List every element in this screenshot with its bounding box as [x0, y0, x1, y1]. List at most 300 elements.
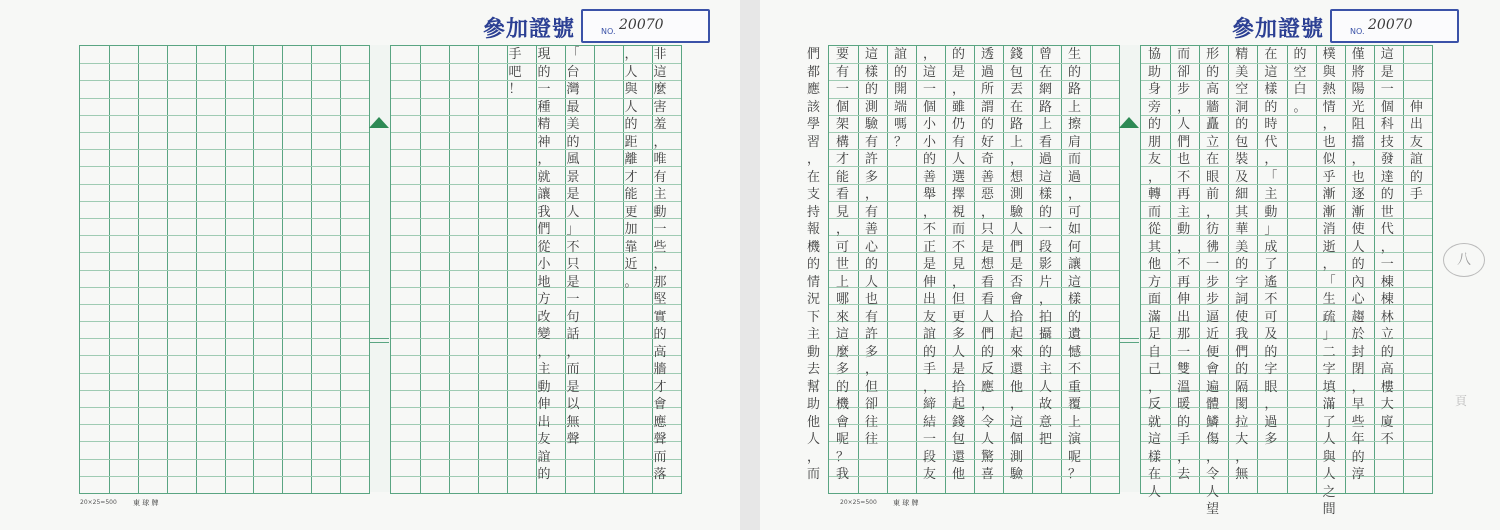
essay-character: 的	[1235, 117, 1249, 132]
essay-character: 的	[1177, 414, 1191, 430]
essay-column	[833, 46, 853, 484]
essay-character: 錢	[1009, 47, 1023, 62]
essay-character: 人	[1322, 467, 1336, 482]
essay-character: 不	[1067, 362, 1081, 377]
essay-character: 的	[864, 257, 878, 272]
essay-character: 傷	[1206, 432, 1220, 447]
essay-character: 不	[1264, 292, 1278, 307]
essay-character: 驚	[980, 449, 994, 465]
essay-character: 最	[566, 99, 580, 115]
essay-character: 人	[1177, 117, 1191, 132]
essay-character: ，	[653, 257, 667, 272]
grid-row-line	[80, 201, 369, 202]
center-marker-icon	[369, 117, 389, 128]
essay-character: 上	[1067, 414, 1081, 430]
essay-character: 淳	[1351, 467, 1365, 482]
essay-character: 動	[653, 204, 667, 220]
essay-character: 這	[1009, 414, 1023, 430]
essay-character: 樸	[1322, 47, 1336, 62]
essay-character: 這	[922, 64, 936, 80]
essay-character: 謂	[980, 99, 994, 115]
essay-character: 改	[537, 309, 551, 325]
essay-character: 舉	[922, 187, 936, 202]
essay-character: 往	[864, 432, 878, 447]
essay-column	[949, 46, 969, 484]
essay-character: 驗	[1009, 467, 1023, 482]
essay-character: 景	[566, 169, 580, 185]
essay-character: 自	[1147, 344, 1161, 360]
essay-character: 應	[653, 414, 667, 430]
essay-character: 友	[922, 467, 936, 482]
essay-character: 身	[1147, 82, 1161, 97]
essay-character: 見	[951, 257, 965, 272]
essay-character: 驗	[864, 117, 878, 132]
essay-character: 這	[653, 64, 667, 80]
essay-character: 在	[1264, 47, 1278, 62]
essay-character: 消	[1322, 222, 1336, 237]
essay-character: 更	[951, 309, 965, 325]
essay-character: 多	[1264, 432, 1278, 447]
grid-row-line	[80, 218, 369, 219]
essay-character: 多	[864, 169, 878, 185]
essay-character: 一	[835, 82, 849, 97]
essay-character: 個	[1009, 432, 1023, 447]
essay-character: 滿	[1322, 397, 1336, 412]
essay-character: 憾	[1067, 344, 1081, 360]
essay-character: 友	[537, 432, 551, 447]
essay-character: 一	[1206, 257, 1220, 272]
essay-character: 心	[864, 239, 878, 255]
center-rule	[1119, 338, 1139, 339]
essay-character: 遙	[1264, 274, 1278, 290]
essay-column	[1007, 46, 1027, 484]
essay-character: 片	[1038, 274, 1052, 290]
essay-character: ，	[922, 47, 936, 62]
essay-column	[1377, 46, 1397, 449]
essay-character: 把	[1038, 432, 1052, 447]
essay-character: 助	[806, 397, 820, 412]
essay-character: 我	[537, 204, 551, 220]
essay-character: ，	[537, 152, 551, 167]
essay-character: 看	[1038, 134, 1052, 150]
essay-character: 乎	[1322, 169, 1336, 185]
essay-character: 應	[806, 82, 820, 97]
essay-character: 望	[1206, 502, 1220, 517]
essay-character: 堅	[653, 292, 667, 307]
grid-row-line	[80, 235, 369, 236]
essay-character: 以	[566, 397, 580, 412]
essay-character: 況	[806, 292, 820, 307]
essay-character: 機	[806, 239, 820, 255]
essay-character: 字	[1264, 362, 1278, 377]
essay-character: 的	[1235, 257, 1249, 272]
essay-character: 這	[1264, 64, 1278, 80]
essay-character: 牆	[653, 362, 667, 377]
essay-character: 唯	[653, 152, 667, 167]
essay-character: 持	[806, 204, 820, 220]
essay-character: 阻	[1351, 117, 1365, 132]
essay-character: 多	[951, 327, 965, 342]
essay-character: 人	[806, 432, 820, 447]
essay-character: ，	[1206, 449, 1220, 465]
essay-character: 何	[1067, 239, 1081, 255]
essay-character: 代	[1264, 134, 1278, 150]
essay-character: ，	[653, 134, 667, 150]
essay-character: 些	[1351, 414, 1365, 430]
essay-character: 們	[1009, 239, 1023, 255]
essay-character: 麼	[653, 82, 667, 97]
essay-character: 「	[1264, 169, 1278, 185]
essay-character: 是	[922, 257, 936, 272]
essay-character: ，	[951, 274, 965, 290]
essay-character: 締	[922, 397, 936, 412]
essay-character: 步	[1206, 274, 1220, 290]
essay-character: 的	[624, 117, 638, 132]
essay-character: 的	[1380, 187, 1394, 202]
grid-row-line	[80, 166, 369, 167]
essay-character: 樣	[1147, 449, 1161, 465]
essay-character: ，	[566, 344, 580, 360]
essay-character: 詞	[1235, 292, 1249, 307]
essay-character: 重	[1067, 379, 1081, 395]
essay-character: 疏	[1322, 309, 1336, 325]
essay-character: 實	[653, 309, 667, 325]
essay-character: 反	[1147, 397, 1161, 412]
essay-character: 的	[864, 82, 878, 97]
essay-character: 惡	[980, 187, 994, 202]
essay-character: 過	[1264, 414, 1278, 430]
essay-character: 友	[1147, 152, 1161, 167]
grid-row-line	[80, 98, 369, 99]
essay-character: 令	[1206, 467, 1220, 482]
essay-character: 否	[1009, 274, 1023, 290]
essay-character: 是	[980, 239, 994, 255]
essay-character: 人	[1038, 379, 1052, 395]
essay-character: 達	[1380, 169, 1394, 185]
grid-row-line	[80, 407, 369, 408]
essay-character: 樣	[1067, 292, 1081, 307]
essay-character: 是	[1009, 257, 1023, 272]
entry-number-box	[581, 9, 710, 43]
essay-character: ，	[806, 449, 820, 465]
grid-row-line	[80, 304, 369, 305]
essay-character: 的	[1293, 47, 1307, 62]
essay-character: 空	[1293, 64, 1307, 80]
essay-character: 一	[922, 82, 936, 97]
essay-character: 個	[1380, 99, 1394, 115]
essay-character: 而	[1147, 204, 1161, 220]
essay-character: 的	[537, 467, 551, 482]
essay-character: 而	[1067, 152, 1081, 167]
essay-character: 人	[951, 152, 965, 167]
essay-column	[534, 46, 554, 484]
essay-character: 閉	[1351, 362, 1365, 377]
essay-character: 封	[1351, 344, 1365, 360]
essay-character: 「	[1322, 274, 1336, 290]
essay-character: 與	[1322, 64, 1336, 80]
essay-character: 加	[624, 222, 638, 237]
essay-character: 樣	[1038, 187, 1052, 202]
essay-character: 。	[1293, 99, 1307, 115]
essay-character: 卻	[864, 397, 878, 412]
grid-row-line	[80, 115, 369, 116]
essay-character: 也	[1177, 152, 1191, 167]
essay-character: 立	[1206, 134, 1220, 150]
essay-character: 手	[508, 47, 522, 62]
grid-row-line	[80, 459, 369, 460]
grid-row-line	[80, 373, 369, 374]
footer-spec: 20×25=500	[80, 499, 117, 506]
essay-character: 而	[951, 222, 965, 237]
essay-character: ，	[624, 47, 638, 62]
essay-character: 在	[806, 169, 820, 185]
essay-character: 遍	[1206, 379, 1220, 395]
essay-character: 隔	[1235, 379, 1249, 395]
grid-row-line	[80, 287, 369, 288]
essay-character: 人	[980, 432, 994, 447]
essay-character: 面	[1147, 292, 1161, 307]
essay-character: 美	[566, 117, 580, 132]
essay-column	[891, 46, 911, 151]
essay-character: 讓	[1067, 257, 1081, 272]
essay-character: 的	[566, 134, 580, 150]
essay-character: ，	[1009, 397, 1023, 412]
essay-character: 大	[1380, 397, 1394, 412]
essay-character: 驗	[1009, 204, 1023, 220]
essay-character: 的	[1409, 169, 1423, 185]
center-strip	[1119, 45, 1141, 492]
essay-character: 華	[1235, 222, 1249, 237]
grid-row-line	[80, 149, 369, 150]
grid-left-section	[79, 45, 370, 494]
essay-character: 學	[806, 117, 820, 132]
essay-character: 己	[1147, 362, 1161, 377]
essay-character: 拉	[1235, 414, 1249, 430]
essay-character: 覆	[1067, 397, 1081, 412]
essay-character: 變	[537, 327, 551, 342]
essay-character: 動	[1177, 222, 1191, 237]
essay-column	[1319, 46, 1339, 519]
essay-character: 擦	[1067, 117, 1081, 132]
grid-row-line	[80, 63, 369, 64]
essay-character: 有	[653, 169, 667, 185]
essay-character: 小	[537, 257, 551, 272]
essay-character: 拍	[1038, 309, 1052, 325]
essay-character: 是	[951, 64, 965, 80]
essay-character: ，	[1206, 204, 1220, 220]
essay-character: 眼	[1206, 169, 1220, 185]
essay-character: 體	[1206, 397, 1220, 412]
essay-character: 我	[1235, 327, 1249, 342]
entry-number-box	[1330, 9, 1459, 43]
essay-character: 廈	[1380, 414, 1394, 430]
essay-character: 透	[980, 47, 994, 62]
essay-character: 結	[922, 414, 936, 430]
essay-character: 來	[1009, 344, 1023, 360]
essay-character: 能	[624, 187, 638, 202]
essay-character: 有	[864, 309, 878, 325]
essay-character: 如	[1067, 222, 1081, 237]
essay-character: 轉	[1147, 187, 1161, 202]
essay-character: 精	[1235, 47, 1249, 62]
essay-character: ，	[806, 152, 820, 167]
grid-row-line	[80, 184, 369, 185]
essay-character: 主	[653, 187, 667, 202]
essay-character: 出	[1409, 117, 1423, 132]
essay-character: 逝	[1322, 239, 1336, 255]
essay-character: 離	[624, 152, 638, 167]
essay-character: 這	[1067, 274, 1081, 290]
essay-character: ，	[1038, 292, 1052, 307]
essay-character: 樣	[864, 64, 878, 80]
essay-character: 呢	[835, 432, 849, 447]
essay-character: 灣	[566, 82, 580, 97]
essay-character: 而	[1177, 47, 1191, 62]
essay-character: 在	[1009, 99, 1023, 115]
essay-character: 裝	[1235, 152, 1249, 167]
essay-character: ，	[951, 82, 965, 97]
essay-character: ，	[1147, 379, 1161, 395]
essay-character: 距	[624, 134, 638, 150]
essay-character: 句	[566, 309, 580, 325]
essay-character: 主	[1264, 187, 1278, 202]
essay-character: 填	[1322, 379, 1336, 395]
essay-character: 在	[1147, 467, 1161, 482]
essay-character: 的	[806, 257, 820, 272]
grid-row-line	[80, 132, 369, 133]
essay-character: 伸	[1177, 292, 1191, 307]
essay-character: 是	[566, 379, 580, 395]
essay-character: 逐	[1351, 187, 1365, 202]
essay-character: 一	[537, 82, 551, 97]
essay-character: ，	[1351, 152, 1365, 167]
essay-character: 伸	[922, 274, 936, 290]
essay-character: 反	[980, 362, 994, 377]
essay-character: 呢	[1067, 449, 1081, 465]
essay-character: 想	[1009, 169, 1023, 185]
essay-character: 也	[1322, 134, 1336, 150]
essay-character: 害	[653, 99, 667, 115]
center-rule	[369, 338, 389, 339]
essay-character: 人	[624, 64, 638, 80]
essay-character: 彷	[1206, 222, 1220, 237]
essay-character: 再	[1177, 274, 1191, 290]
essay-character: 。	[624, 274, 638, 290]
essay-character: 」	[1322, 327, 1336, 342]
essay-character: 早	[1351, 397, 1365, 412]
essay-character: 的	[1038, 344, 1052, 360]
essay-character: 他	[1009, 379, 1023, 395]
essay-character: 的	[893, 64, 907, 80]
essay-character: 漸	[1322, 187, 1336, 202]
essay-character: 許	[864, 152, 878, 167]
essay-character: 段	[1038, 239, 1052, 255]
essay-character: 卻	[1177, 64, 1191, 80]
essay-character: 他	[1147, 257, 1161, 272]
essay-character: 的	[537, 64, 551, 80]
essay-character: 光	[1351, 99, 1365, 115]
essay-character: ，	[1380, 239, 1394, 255]
essay-character: 好	[980, 134, 994, 150]
essay-character: 過	[1038, 152, 1052, 167]
essay-character: 也	[1351, 169, 1365, 185]
grid-row-line	[80, 252, 369, 253]
essay-character: 友	[1409, 134, 1423, 150]
essay-character: 二	[1322, 344, 1336, 360]
essay-character: 就	[537, 169, 551, 185]
essay-character: 空	[1235, 82, 1249, 97]
essay-character: 端	[893, 99, 907, 115]
essay-character: 林	[1380, 309, 1394, 325]
essay-character: 細	[1235, 187, 1249, 202]
essay-character: 是	[1380, 64, 1394, 80]
essay-character: 步	[1177, 82, 1191, 97]
essay-character: 而	[653, 449, 667, 465]
essay-character: 「	[566, 47, 580, 62]
essay-character: 雙	[1177, 362, 1191, 377]
essay-character: 將	[1351, 64, 1365, 80]
essay-character: 動	[806, 344, 820, 360]
footer-brand: 東 球 牌	[893, 499, 919, 507]
essay-column	[621, 46, 641, 291]
essay-character: 不	[1177, 257, 1191, 272]
essay-character: 情	[1322, 99, 1336, 115]
grid-row-line	[80, 338, 369, 339]
essay-character: 是	[951, 362, 965, 377]
essay-character: 才	[835, 152, 849, 167]
essay-column	[1174, 46, 1194, 484]
essay-character: 遺	[1067, 327, 1081, 342]
essay-column	[1261, 46, 1281, 449]
essay-character: 靠	[624, 239, 638, 255]
essay-character: 漸	[1322, 204, 1336, 220]
essay-character: 美	[1235, 64, 1249, 80]
essay-character: 過	[1067, 169, 1081, 185]
essay-character: 測	[1009, 449, 1023, 465]
essay-character: 能	[835, 169, 849, 185]
essay-character: 擇	[951, 187, 965, 202]
essay-column	[1036, 46, 1056, 449]
essay-character: 的	[653, 327, 667, 342]
essay-character: ？	[893, 134, 907, 150]
grid-row-line	[80, 80, 369, 81]
essay-character: 足	[1147, 327, 1161, 342]
essay-character: 近	[624, 257, 638, 272]
essay-character: 不	[1177, 169, 1191, 185]
essay-character: 主	[1038, 362, 1052, 377]
essay-character: 漸	[1351, 204, 1365, 220]
essay-character: 友	[922, 309, 936, 325]
badge-title: 參加證號	[1232, 16, 1325, 42]
essay-character: 伸	[1409, 99, 1423, 115]
essay-character: 善	[922, 169, 936, 185]
essay-character: 發	[1380, 152, 1394, 167]
essay-character: 鱗	[1206, 414, 1220, 430]
essay-character: 丟	[1009, 82, 1023, 97]
essay-character: 生	[1322, 292, 1336, 307]
essay-character: 段	[922, 449, 936, 465]
essay-character: 也	[864, 292, 878, 307]
essay-character: 個	[835, 99, 849, 115]
essay-character: 人	[864, 274, 878, 290]
essay-character: ，	[1351, 379, 1365, 395]
essay-character: 去	[1177, 467, 1191, 482]
essay-character: 小	[922, 117, 936, 132]
essay-character: 洞	[1235, 99, 1249, 115]
essay-character: 出	[537, 414, 551, 430]
essay-character: 年	[1351, 432, 1365, 447]
essay-character: 彿	[1206, 239, 1220, 255]
